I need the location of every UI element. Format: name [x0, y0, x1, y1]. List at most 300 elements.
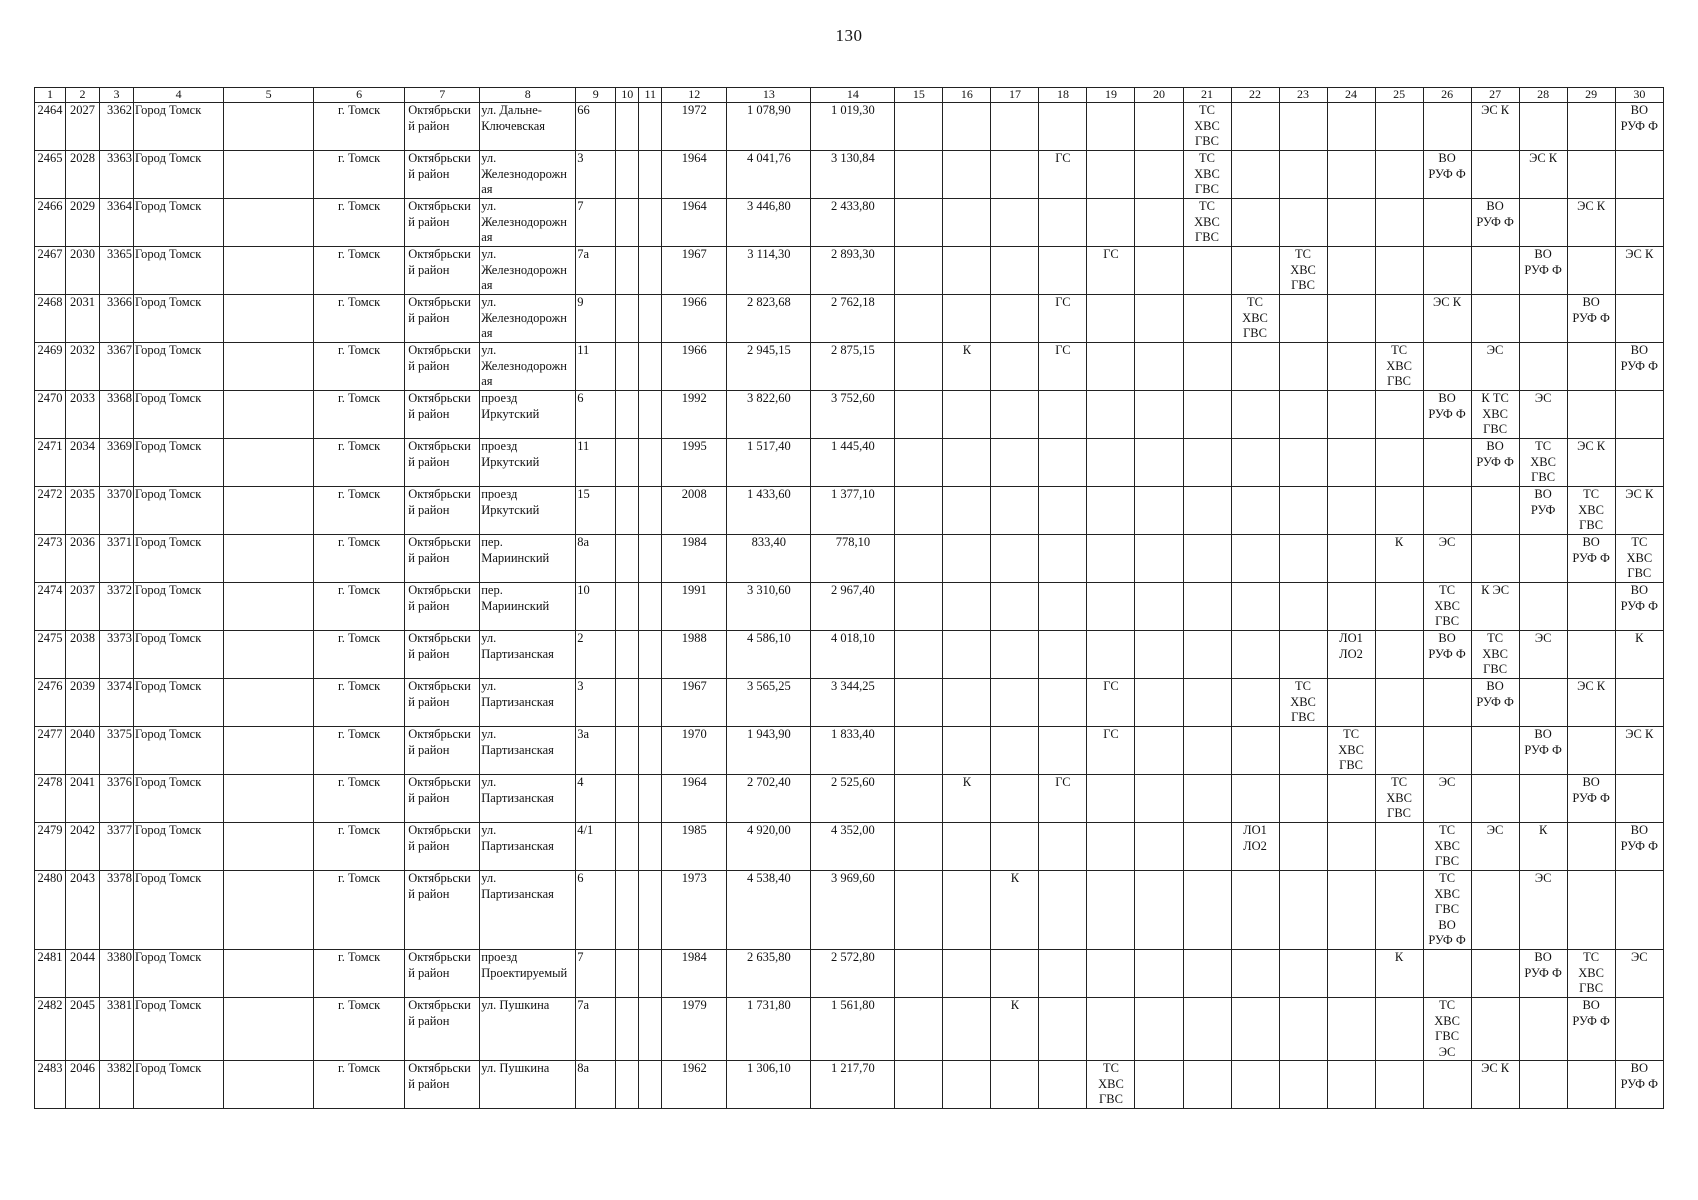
table-cell: Город Томск [134, 247, 224, 295]
table-cell [1231, 1061, 1279, 1109]
table-row [35, 535, 1664, 583]
table-cell [1039, 199, 1087, 247]
table-cell: 8а [576, 1061, 616, 1109]
table-cell [943, 439, 991, 487]
table-cell: ТС ХВС ГВС [1087, 1061, 1135, 1109]
table-cell [616, 439, 639, 487]
table-cell [1375, 871, 1423, 950]
table-cell: 3382 [100, 1061, 134, 1109]
table-cell [895, 775, 943, 823]
table-cell [895, 439, 943, 487]
column-header: 27 [1471, 88, 1519, 103]
table-cell [639, 391, 662, 439]
table-cell: проезд Проектируемый [480, 950, 576, 998]
table-cell [224, 679, 314, 727]
table-cell: 2041 [66, 775, 100, 823]
table-cell: 2033 [66, 391, 100, 439]
table-cell [1087, 950, 1135, 998]
table-cell [991, 151, 1039, 199]
table-cell: г. Томск [314, 871, 405, 950]
table-cell: 4/1 [576, 823, 616, 871]
table-cell: К [943, 343, 991, 391]
table-cell [616, 343, 639, 391]
housing-register-table [34, 87, 1664, 1109]
table-cell [1567, 391, 1615, 439]
table-cell [1087, 439, 1135, 487]
table-cell [1183, 871, 1231, 950]
table-cell [1327, 343, 1375, 391]
table-cell [1135, 439, 1183, 487]
table-cell [895, 583, 943, 631]
table-cell: 3 310,60 [727, 583, 811, 631]
table-cell [1567, 583, 1615, 631]
table-cell [1279, 727, 1327, 775]
table-cell [943, 199, 991, 247]
table-cell: 2038 [66, 631, 100, 679]
table-cell: г. Томск [314, 631, 405, 679]
table-cell: Октябрьски й район [405, 151, 480, 199]
column-header: 7 [405, 88, 480, 103]
table-cell [639, 950, 662, 998]
table-row [35, 823, 1664, 871]
table-cell: ТС ХВС ГВС [1279, 679, 1327, 727]
table-cell: ГС [1039, 775, 1087, 823]
table-cell: ЭС К [1615, 247, 1663, 295]
table-cell: Город Томск [134, 631, 224, 679]
table-cell [1327, 535, 1375, 583]
table-cell: Город Томск [134, 151, 224, 199]
table-cell [1279, 871, 1327, 950]
table-cell: ЭС [1519, 871, 1567, 950]
table-cell: 2039 [66, 679, 100, 727]
table-cell: 2037 [66, 583, 100, 631]
table-cell [1039, 583, 1087, 631]
table-cell [1519, 775, 1567, 823]
table-cell [639, 103, 662, 151]
table-cell: ТС ХВС ГВС [1519, 439, 1567, 487]
table-cell [224, 199, 314, 247]
table-cell: 2483 [35, 1061, 66, 1109]
table-cell: 11 [576, 439, 616, 487]
table-cell: ВО РУФ Ф [1615, 583, 1663, 631]
table-cell [1231, 199, 1279, 247]
table-cell [1471, 151, 1519, 199]
table-cell [616, 151, 639, 199]
table-cell [639, 583, 662, 631]
table-cell [943, 487, 991, 535]
table-cell [639, 247, 662, 295]
table-cell: ТС ХВС ГВС [1327, 727, 1375, 775]
table-cell: пер. Мариинский [480, 535, 576, 583]
table-cell [1279, 343, 1327, 391]
table-cell: К [991, 998, 1039, 1061]
table-body [35, 103, 1664, 1109]
table-row [35, 343, 1664, 391]
table-cell [1087, 871, 1135, 950]
table-cell: Город Томск [134, 487, 224, 535]
table-cell [1279, 631, 1327, 679]
table-cell [639, 535, 662, 583]
table-cell: 2472 [35, 487, 66, 535]
table-cell [616, 998, 639, 1061]
table-cell: ул. Железнодорожн ая [480, 151, 576, 199]
table-cell [1423, 199, 1471, 247]
table-cell [1279, 295, 1327, 343]
table-cell: ВО РУФ Ф [1471, 679, 1519, 727]
table-cell: 1 833,40 [811, 727, 895, 775]
table-cell [1039, 439, 1087, 487]
table-cell: ВО РУФ Ф [1471, 199, 1519, 247]
table-cell: г. Томск [314, 1061, 405, 1109]
table-cell [616, 535, 639, 583]
table-row [35, 679, 1664, 727]
table-cell: 3 446,80 [727, 199, 811, 247]
table-cell [1135, 151, 1183, 199]
table-cell [1135, 199, 1183, 247]
table-cell [1231, 247, 1279, 295]
table-cell [1087, 823, 1135, 871]
table-cell: К [1615, 631, 1663, 679]
table-cell: 2 823,68 [727, 295, 811, 343]
column-header: 3 [100, 88, 134, 103]
table-cell: 2478 [35, 775, 66, 823]
table-cell [991, 295, 1039, 343]
table-cell: г. Томск [314, 439, 405, 487]
table-cell [1231, 487, 1279, 535]
table-cell: 2479 [35, 823, 66, 871]
column-header: 24 [1327, 88, 1375, 103]
table-cell: 11 [576, 343, 616, 391]
table-cell: ГС [1039, 343, 1087, 391]
table-cell [1375, 487, 1423, 535]
table-cell: Город Томск [134, 199, 224, 247]
table-cell: 3365 [100, 247, 134, 295]
table-cell [639, 998, 662, 1061]
table-cell: ЛО1 ЛО2 [1327, 631, 1375, 679]
table-cell: ВО РУФ Ф [1615, 1061, 1663, 1109]
table-cell [943, 823, 991, 871]
table-cell: Октябрьски й район [405, 103, 480, 151]
table-cell [1183, 679, 1231, 727]
table-cell [1183, 950, 1231, 998]
table-cell [1471, 871, 1519, 950]
table-cell [616, 295, 639, 343]
table-cell [1615, 295, 1663, 343]
table-cell: 1979 [662, 998, 727, 1061]
table-cell: 1 078,90 [727, 103, 811, 151]
table-cell [224, 439, 314, 487]
table-cell: 2043 [66, 871, 100, 950]
table-cell [1327, 1061, 1375, 1109]
table-cell [1231, 727, 1279, 775]
table-cell: 2 702,40 [727, 775, 811, 823]
table-cell: 1992 [662, 391, 727, 439]
table-cell: 3364 [100, 199, 134, 247]
table-cell [1327, 871, 1375, 950]
table-row [35, 151, 1664, 199]
table-cell: ЭС [1615, 950, 1663, 998]
table-cell: 3 822,60 [727, 391, 811, 439]
table-cell: ТС ХВС ГВС ВО РУФ Ф [1423, 871, 1471, 950]
page-number: 130 [835, 26, 863, 45]
table-cell [639, 1061, 662, 1109]
table-cell [1135, 631, 1183, 679]
table-cell [1327, 998, 1375, 1061]
column-header: 15 [895, 88, 943, 103]
table-cell [1519, 535, 1567, 583]
table-cell [1087, 998, 1135, 1061]
table-cell: Октябрьски й район [405, 775, 480, 823]
table-cell [943, 998, 991, 1061]
table-cell [1135, 679, 1183, 727]
table-cell: 3370 [100, 487, 134, 535]
table-cell: 4 041,76 [727, 151, 811, 199]
table-cell [1135, 487, 1183, 535]
table-cell [1231, 103, 1279, 151]
table-cell [1231, 998, 1279, 1061]
table-cell [224, 295, 314, 343]
table-cell: 2042 [66, 823, 100, 871]
table-cell: 2473 [35, 535, 66, 583]
table-cell: 3363 [100, 151, 134, 199]
table-cell: ВО РУФ Ф [1519, 950, 1567, 998]
table-cell [943, 631, 991, 679]
table-cell [1135, 727, 1183, 775]
table-cell: 4 018,10 [811, 631, 895, 679]
table-cell [1087, 295, 1135, 343]
column-header: 12 [662, 88, 727, 103]
table-cell: 2 433,80 [811, 199, 895, 247]
table-cell: 7а [576, 247, 616, 295]
table-cell: 2471 [35, 439, 66, 487]
table-cell: г. Томск [314, 950, 405, 998]
table-cell: 2 762,18 [811, 295, 895, 343]
table-cell [991, 1061, 1039, 1109]
table-cell: Октябрьски й район [405, 343, 480, 391]
table-cell: 1970 [662, 727, 727, 775]
table-cell: 2465 [35, 151, 66, 199]
table-cell: 15 [576, 487, 616, 535]
table-cell [1039, 535, 1087, 583]
table-row [35, 199, 1664, 247]
table-cell [616, 950, 639, 998]
table-cell [1183, 727, 1231, 775]
table-cell [1135, 823, 1183, 871]
table-cell [639, 727, 662, 775]
table-cell: 2469 [35, 343, 66, 391]
table-cell [895, 391, 943, 439]
table-cell [224, 871, 314, 950]
table-cell: ул. Партизанская [480, 823, 576, 871]
table-cell: ВО РУФ Ф [1567, 775, 1615, 823]
table-cell [1279, 1061, 1327, 1109]
table-cell: ТС ХВС ГВС [1183, 199, 1231, 247]
table-cell [1327, 247, 1375, 295]
table-cell [1039, 487, 1087, 535]
table-cell [991, 679, 1039, 727]
table-cell: г. Томск [314, 391, 405, 439]
table-cell: проезд Иркутский [480, 391, 576, 439]
table-cell [1279, 199, 1327, 247]
table-cell [224, 950, 314, 998]
column-header: 5 [224, 88, 314, 103]
table-cell: проезд Иркутский [480, 487, 576, 535]
table-cell [224, 247, 314, 295]
table-cell [1375, 727, 1423, 775]
table-cell [1423, 727, 1471, 775]
table-cell [991, 950, 1039, 998]
table-row [35, 391, 1664, 439]
table-cell [1375, 439, 1423, 487]
table-cell [991, 487, 1039, 535]
table-cell: ЭС К [1423, 295, 1471, 343]
table-cell: 1991 [662, 583, 727, 631]
table-cell [1135, 871, 1183, 950]
table-cell: Октябрьски й район [405, 679, 480, 727]
table-row [35, 775, 1664, 823]
table-cell: 1964 [662, 199, 727, 247]
table-cell [224, 535, 314, 583]
table-cell: г. Томск [314, 535, 405, 583]
column-header: 18 [1039, 88, 1087, 103]
table-cell: ВО РУФ Ф [1423, 391, 1471, 439]
table-cell [1375, 583, 1423, 631]
column-header: 28 [1519, 88, 1567, 103]
table-cell [1279, 535, 1327, 583]
table-cell: ЭС К [1615, 487, 1663, 535]
table-cell [1423, 343, 1471, 391]
table-cell [895, 950, 943, 998]
table-cell [616, 199, 639, 247]
table-cell: ЭС [1471, 343, 1519, 391]
table-cell: ЭС К [1519, 151, 1567, 199]
table-cell [1183, 631, 1231, 679]
table-cell [1183, 535, 1231, 583]
table-cell: К [1519, 823, 1567, 871]
table-cell [1375, 998, 1423, 1061]
table-cell: К [1375, 535, 1423, 583]
table-cell [1567, 1061, 1615, 1109]
column-header: 20 [1135, 88, 1183, 103]
table-cell: К ЭС [1471, 583, 1519, 631]
table-cell: Город Томск [134, 823, 224, 871]
table-cell [895, 823, 943, 871]
table-cell: 1964 [662, 151, 727, 199]
table-cell [991, 391, 1039, 439]
table-cell [639, 823, 662, 871]
table-cell [1423, 439, 1471, 487]
column-header: 21 [1183, 88, 1231, 103]
table-cell: ВО РУФ Ф [1615, 823, 1663, 871]
table-cell: г. Томск [314, 727, 405, 775]
table-cell [1183, 1061, 1231, 1109]
table-cell: г. Томск [314, 775, 405, 823]
table-row [35, 950, 1664, 998]
table-cell: Город Томск [134, 727, 224, 775]
column-header: 4 [134, 88, 224, 103]
table-cell: ЭС [1519, 631, 1567, 679]
table-cell: 1 445,40 [811, 439, 895, 487]
table-cell [1327, 391, 1375, 439]
table-cell [895, 1061, 943, 1109]
table-cell [943, 1061, 991, 1109]
table-cell [1135, 998, 1183, 1061]
table-cell [1327, 583, 1375, 631]
table-cell [1567, 247, 1615, 295]
table-cell: 1 517,40 [727, 439, 811, 487]
table-cell: 3381 [100, 998, 134, 1061]
table-cell [1327, 487, 1375, 535]
table-cell: 1995 [662, 439, 727, 487]
column-number-row [35, 88, 1664, 103]
table-cell [895, 103, 943, 151]
table-cell [1183, 391, 1231, 439]
table-cell: Октябрьски й район [405, 727, 480, 775]
table-cell [1087, 631, 1135, 679]
table-cell: 2474 [35, 583, 66, 631]
table-cell [895, 535, 943, 583]
table-cell: 1973 [662, 871, 727, 950]
table-cell [1375, 391, 1423, 439]
table-row [35, 583, 1664, 631]
table-cell: 2 967,40 [811, 583, 895, 631]
table-cell [991, 775, 1039, 823]
table-cell: 2 945,15 [727, 343, 811, 391]
table-cell [1471, 247, 1519, 295]
table-cell: Октябрьски й район [405, 391, 480, 439]
table-cell [1519, 343, 1567, 391]
table-cell: ТС ХВС ГВС [1615, 535, 1663, 583]
table-cell [639, 151, 662, 199]
table-cell: 3368 [100, 391, 134, 439]
table-cell: ГС [1087, 679, 1135, 727]
table-cell [1519, 295, 1567, 343]
table-cell: 3362 [100, 103, 134, 151]
table-cell [1087, 151, 1135, 199]
table-cell [224, 487, 314, 535]
column-header: 11 [639, 88, 662, 103]
table-cell: Город Томск [134, 998, 224, 1061]
table-cell: Октябрьски й район [405, 295, 480, 343]
table-cell [1231, 583, 1279, 631]
table-cell [1135, 343, 1183, 391]
table-cell: 2482 [35, 998, 66, 1061]
table-cell: 2466 [35, 199, 66, 247]
table-cell [1231, 151, 1279, 199]
column-header: 10 [616, 88, 639, 103]
table-cell: ТС ХВС ГВС [1231, 295, 1279, 343]
table-cell: 3369 [100, 439, 134, 487]
table-cell [1183, 247, 1231, 295]
table-cell [1423, 247, 1471, 295]
table-cell: 1972 [662, 103, 727, 151]
table-cell: Город Томск [134, 439, 224, 487]
table-cell [616, 631, 639, 679]
table-cell: ГС [1039, 151, 1087, 199]
column-header: 22 [1231, 88, 1279, 103]
table-cell: ЭС К [1615, 727, 1663, 775]
table-cell [1375, 1061, 1423, 1109]
table-cell: ГС [1039, 295, 1087, 343]
table-cell: г. Томск [314, 247, 405, 295]
table-cell: 2477 [35, 727, 66, 775]
table-cell [639, 775, 662, 823]
column-header: 19 [1087, 88, 1135, 103]
table-cell [1087, 343, 1135, 391]
table-cell [1279, 950, 1327, 998]
table-cell [1279, 775, 1327, 823]
table-cell [1231, 439, 1279, 487]
